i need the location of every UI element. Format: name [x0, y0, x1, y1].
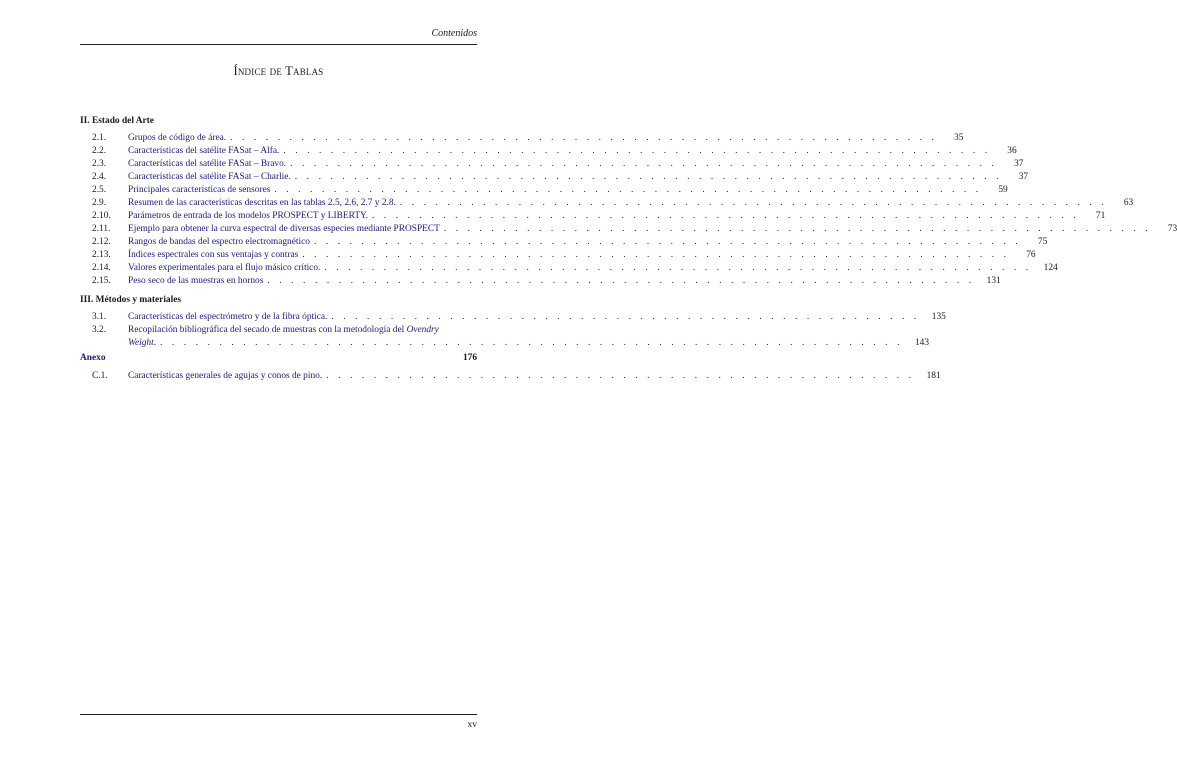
toc-entry-continuation[interactable] — [80, 335, 930, 348]
section-heading: II. Estado del Arte — [80, 116, 154, 126]
entry-number: 2.10. — [92, 210, 111, 221]
leader-dots: . . . . . . . . . . . . . . . . . . . . . . . . . . . . . . . . . . . . . . . . . . . . . . . . . . . . . . . . . . . . — [302, 249, 1010, 260]
entry-number: 2.14. — [92, 262, 111, 273]
entry-number: 2.1. — [92, 132, 107, 143]
toc-entry[interactable] — [80, 368, 941, 381]
toc-section-3 — [80, 295, 946, 348]
title-rest: ndice de Tablas — [237, 64, 324, 78]
entry-page: 124 — [1043, 262, 1058, 273]
page-title — [80, 64, 477, 79]
entry-page: 59 — [998, 184, 1008, 195]
entry-title-line2[interactable] — [128, 339, 156, 348]
entry-number: 2.15. — [92, 275, 111, 286]
entry-title[interactable]: Características del espectrómetro y de la fibra óptica. — [128, 311, 328, 322]
leader-dots: . . . . . . . . . . . . . . . . . . . . . . . . . . . . . . . . . . . . . . . . . . . . . . . . . . . . . . . . . . . . . . . — [160, 337, 904, 348]
entry-page: 35 — [954, 132, 964, 143]
entry-title[interactable]: Grupos de código de área. — [128, 132, 227, 143]
entry-page: 76 — [1026, 249, 1036, 260]
leader-dots: . . . . . . . . . . . . . . . . . . . . . . . . . . . . . . . . . . . . . . . . . . . . . . . . . . . . . . . . . . . . — [274, 184, 982, 195]
entry-title[interactable]: Ejemplo para obtener la curva espectral de diversas especies mediante PROSPECT — [128, 223, 440, 234]
leader-dots: . . . . . . . . . . . . . . . . . . . . . . . . . . . . . . . . . . . . . . . . . . . . . . . . . . . . . . . . . . . . — [294, 171, 1003, 182]
leader-dots: . . . . . . . . . . . . . . . . . . . . . . . . . . . . . . . . . . . . . . . . . . . . . . . . . . . . . . . . . . . . — [324, 262, 1032, 273]
toc-annex — [80, 353, 941, 381]
entry-page: 181 — [926, 370, 941, 381]
entry-page: 37 — [1014, 158, 1024, 169]
leader-dots: . . . . . . . . . . . . . . . . . . . . . . . . . . . . . . . . . . . . . . . . . . . . . . . . . . — [326, 370, 915, 381]
entry-title-part: Recopilación bibliográfica del secado de muestras con la metodología del — [128, 324, 405, 335]
entry-number: 2.12. — [92, 236, 111, 247]
section-heading: III. Métodos y materiales — [80, 295, 182, 305]
toc-entry[interactable] — [80, 234, 1048, 247]
toc-entry[interactable] — [80, 156, 1024, 169]
leader-dots: . . . . . . . . . . . . . . . . . . . . . . . . . . . . . . . . . . . . . . . . . . . . . . . . . . . . . . . . . . . . — [283, 145, 991, 156]
entry-page: 75 — [1037, 236, 1048, 247]
title-initial: Í — [233, 64, 238, 78]
entry-number: 2.5. — [92, 184, 107, 195]
toc-entry[interactable] — [80, 247, 1036, 260]
entry-page: 131 — [986, 275, 1001, 286]
entry-number: 2.13. — [92, 249, 111, 260]
entry-number: C.1. — [92, 370, 108, 381]
entry-title-line1[interactable] — [128, 326, 477, 335]
toc-entry[interactable] — [80, 195, 1134, 208]
entry-page: 71 — [1095, 210, 1106, 221]
toc-entry[interactable] — [80, 309, 946, 322]
entry-page: 36 — [1007, 145, 1017, 156]
leader-dots: . . . . . . . . . . . . . . . . . . . . . . . . . . . . . . . . . . . . . . . . . . . . . . . . . . — [331, 311, 920, 322]
entry-title[interactable]: Índices espectrales con sus ventajas y contras — [128, 249, 299, 260]
entry-page: 73 — [1167, 223, 1177, 234]
annex-heading[interactable]: Anexo — [80, 353, 106, 363]
leader-dots: . . . . . . . . . . . . . . . . . . . . . . . . . . . . . . . . . . . . . . . . . . . . . . . . . . . . . . . . . . . . — [313, 236, 1022, 247]
entry-number: 2.11. — [92, 223, 111, 234]
entry-title[interactable]: Rangos de bandas del espectro electromagnético — [128, 236, 310, 247]
leader-dots: . . . . . . . . . . . . . . . . . . . . . . . . . . . . . . . . . . . . . . . . . . . . . . . . . . . . . . . . . . . . — [443, 223, 1152, 234]
header-rule — [80, 44, 477, 45]
entry-title-part: . — [153, 337, 157, 348]
leader-dots: . . . . . . . . . . . . . . . . . . . . . . . . . . . . . . . . . . . . . . . . . . . . . . . . . . . . . . . . . . . . — [399, 197, 1108, 208]
toc-entry[interactable] — [80, 169, 1029, 182]
entry-number: 3.1. — [92, 311, 107, 322]
leader-dots: . . . . . . . . . . . . . . . . . . . . . . . . . . . . . . . . . . . . . . . . . . . . . . . . . . . . . . . . . . . . — [371, 210, 1080, 221]
entry-number: 2.4. — [92, 171, 107, 182]
annex-page: 176 — [462, 353, 477, 363]
toc-entry[interactable] — [80, 182, 1008, 195]
entry-title[interactable]: Parámetros de entrada de los modelos PROSPECT y LIBERTY. — [128, 210, 368, 221]
annex-heading-row[interactable] — [80, 354, 477, 368]
entry-number: 2.3. — [92, 158, 107, 169]
entry-title[interactable]: Resumen de las características descritas en las tablas 2.5, 2.6, 2.7 y 2.8. — [128, 197, 396, 208]
entry-page: 135 — [931, 311, 946, 322]
toc-entry[interactable] — [80, 130, 964, 143]
entry-title-italic: Ovendry — [406, 324, 439, 335]
toc-section-2 — [80, 116, 1177, 286]
toc-entry[interactable] — [80, 208, 1106, 221]
entry-page: 37 — [1018, 171, 1029, 182]
entry-title[interactable]: Características del satélite FASat – Charlie. — [128, 171, 291, 182]
toc-entry[interactable] — [80, 221, 1177, 234]
footer-rule — [80, 714, 477, 715]
leader-dots: . . . . . . . . . . . . . . . . . . . . . . . . . . . . . . . . . . . . . . . . . . . . . . . . . . . . . . . . . . . . — [290, 158, 998, 169]
entry-title[interactable]: Características del satélite FASat – Alfa. — [128, 145, 280, 156]
entry-page: 63 — [1123, 197, 1134, 208]
leader-dots: . . . . . . . . . . . . . . . . . . . . . . . . . . . . . . . . . . . . . . . . . . . . . . . . . . . . . . . . . . . . — [267, 275, 975, 286]
entry-title[interactable]: Características del satélite FASat – Bravo. — [128, 158, 287, 169]
entry-number: 2.2. — [92, 145, 107, 156]
entry-title-italic: Weight — [128, 337, 154, 348]
leader-dots: . . . . . . . . . . . . . . . . . . . . . . . . . . . . . . . . . . . . . . . . . . . . . . . . . . . . . . . . . . . . — [230, 132, 938, 143]
running-header: Contenidos — [431, 28, 477, 39]
entry-number: 2.9. — [92, 197, 107, 208]
toc-entry[interactable] — [80, 273, 1001, 286]
entry-title[interactable]: Peso seco de las muestras en hornos — [128, 275, 264, 286]
entry-title[interactable]: Características generales de agujas y conos de pino. — [128, 370, 323, 381]
page-number: xv — [467, 720, 477, 730]
entry-number: 3.2. — [92, 324, 107, 335]
entry-title[interactable]: Principales características de sensores — [128, 184, 271, 195]
toc-entry[interactable] — [80, 143, 1017, 156]
entry-page: 143 — [914, 337, 930, 348]
entry-title[interactable]: Valores experimentales para el flujo másico crítico. — [128, 262, 321, 273]
toc-entry[interactable] — [80, 322, 477, 335]
toc-entry[interactable] — [80, 260, 1058, 273]
